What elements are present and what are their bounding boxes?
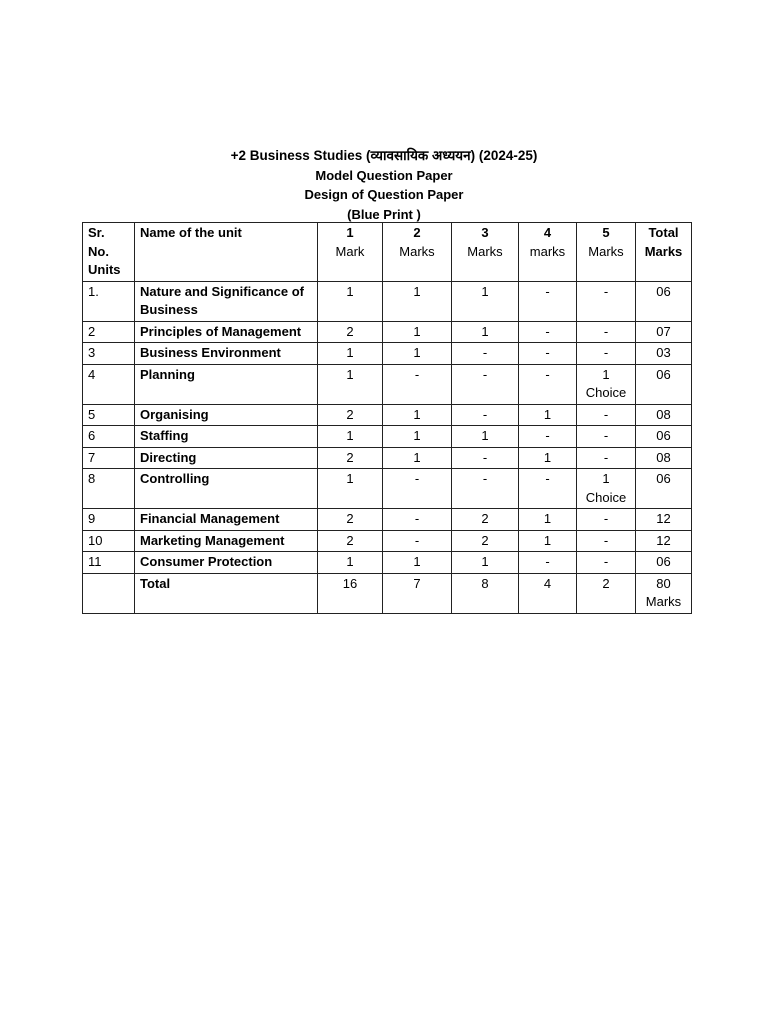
row-5-marks-count: 1 bbox=[602, 471, 610, 486]
row-unit-name: Financial Management bbox=[135, 509, 318, 531]
row-unit-name: Consumer Protection bbox=[135, 552, 318, 574]
column-header-total-top: Total bbox=[648, 225, 679, 240]
row-3-marks-count: 1 bbox=[452, 552, 519, 574]
total-row-sr-no bbox=[83, 573, 135, 613]
row-unit-name: Business Environment bbox=[135, 343, 318, 365]
row-total-marks: 12 bbox=[636, 530, 692, 552]
row-unit-name: Directing bbox=[135, 447, 318, 469]
row-1-mark-count: 1 bbox=[318, 281, 383, 321]
row-total-marks: 08 bbox=[636, 404, 692, 426]
row-sr-no: 11 bbox=[83, 552, 135, 574]
row-2-marks-count: 1 bbox=[383, 343, 452, 365]
column-header-1-mark-number: 1 bbox=[346, 225, 354, 240]
table-row bbox=[83, 364, 692, 404]
column-header-unit-name: Name of the unit bbox=[135, 223, 318, 282]
row-total-marks: 06 bbox=[636, 552, 692, 574]
column-header-4-marks-number: 4 bbox=[543, 225, 552, 240]
row-5-marks-count: - bbox=[577, 343, 636, 365]
row-1-mark-count: 2 bbox=[318, 509, 383, 531]
row-5-marks-cell bbox=[577, 469, 636, 509]
row-total-marks: 08 bbox=[636, 447, 692, 469]
column-header-2-marks bbox=[383, 223, 452, 282]
row-sr-no: 10 bbox=[83, 530, 135, 552]
row-1-mark-count: 1 bbox=[318, 343, 383, 365]
row-4-marks-count: - bbox=[519, 281, 577, 321]
row-sr-no: 7 bbox=[83, 447, 135, 469]
column-header-5-marks-label: Marks bbox=[588, 243, 624, 259]
row-5-marks-choice-note: Choice bbox=[585, 489, 627, 505]
row-1-mark-count: 2 bbox=[318, 404, 383, 426]
row-sr-no: 1. bbox=[83, 281, 135, 321]
row-sr-no: 4 bbox=[83, 364, 135, 404]
total-1-mark-count: 16 bbox=[318, 573, 383, 613]
row-4-marks-count: - bbox=[519, 469, 577, 509]
table-row bbox=[83, 404, 692, 426]
table-row bbox=[83, 281, 692, 321]
row-3-marks-count: 2 bbox=[452, 530, 519, 552]
row-5-marks-count: - bbox=[577, 321, 636, 343]
row-unit-name: Staffing bbox=[135, 426, 318, 448]
row-5-marks-count: - bbox=[577, 530, 636, 552]
row-2-marks-count: 1 bbox=[383, 281, 452, 321]
total-2-marks-count: 7 bbox=[383, 573, 452, 613]
table-row bbox=[83, 469, 692, 509]
row-sr-no: 2 bbox=[83, 321, 135, 343]
row-4-marks-count: - bbox=[519, 426, 577, 448]
column-header-3-marks-number: 3 bbox=[481, 225, 489, 240]
row-unit-name: Controlling bbox=[135, 469, 318, 509]
row-3-marks-count: - bbox=[452, 447, 519, 469]
grand-total-marks: 80 bbox=[656, 575, 671, 591]
row-5-marks-count: - bbox=[577, 426, 636, 448]
table-row bbox=[83, 447, 692, 469]
row-5-marks-count: 1 bbox=[602, 366, 610, 382]
table-header-row bbox=[83, 223, 692, 282]
row-total-marks: 06 bbox=[636, 469, 692, 509]
row-1-mark-count: 2 bbox=[318, 447, 383, 469]
row-3-marks-count: - bbox=[452, 469, 519, 509]
row-5-marks-count: - bbox=[577, 509, 636, 531]
row-4-marks-count: 1 bbox=[519, 404, 577, 426]
table-total-row bbox=[83, 573, 692, 613]
grand-total-suffix: Marks bbox=[645, 594, 682, 609]
document-subtitle-design: Design of Question Paper bbox=[304, 187, 464, 202]
column-header-3-marks bbox=[452, 223, 519, 282]
row-4-marks-count: 1 bbox=[519, 447, 577, 469]
row-sr-no: 9 bbox=[83, 509, 135, 531]
row-1-mark-count: 2 bbox=[318, 530, 383, 552]
row-4-marks-count: - bbox=[519, 364, 577, 404]
table-row bbox=[83, 321, 692, 343]
row-3-marks-count: - bbox=[452, 343, 519, 365]
row-2-marks-count: 1 bbox=[383, 447, 452, 469]
row-2-marks-count: 1 bbox=[383, 552, 452, 574]
row-2-marks-count: 1 bbox=[383, 426, 452, 448]
column-header-total-bottom: Marks bbox=[644, 243, 683, 259]
row-unit-name: Principles of Management bbox=[135, 321, 318, 343]
row-2-marks-count: 1 bbox=[383, 404, 452, 426]
row-5-marks-cell bbox=[577, 364, 636, 404]
table-row bbox=[83, 509, 692, 531]
row-sr-no: 5 bbox=[83, 404, 135, 426]
row-3-marks-count: 1 bbox=[452, 321, 519, 343]
row-4-marks-count: - bbox=[519, 321, 577, 343]
row-4-marks-count: 1 bbox=[519, 530, 577, 552]
column-header-2-marks-number: 2 bbox=[413, 225, 421, 240]
row-sr-no: 6 bbox=[83, 426, 135, 448]
column-header-2-marks-label: Marks bbox=[399, 243, 435, 259]
column-header-4-marks bbox=[519, 223, 577, 282]
row-3-marks-count: 1 bbox=[452, 426, 519, 448]
row-5-marks-count: - bbox=[577, 281, 636, 321]
row-1-mark-count: 2 bbox=[318, 321, 383, 343]
total-row-label: Total bbox=[135, 573, 318, 613]
column-header-4-marks-label: marks bbox=[529, 243, 566, 259]
row-5-marks-count: - bbox=[577, 404, 636, 426]
row-1-mark-count: 1 bbox=[318, 552, 383, 574]
row-1-mark-count: 1 bbox=[318, 469, 383, 509]
column-header-sr-no: Sr. No. Units bbox=[83, 223, 135, 282]
row-total-marks: 06 bbox=[636, 364, 692, 404]
document-header bbox=[0, 146, 768, 224]
table-row bbox=[83, 343, 692, 365]
row-3-marks-count: 1 bbox=[452, 281, 519, 321]
column-header-1-mark-label: Mark bbox=[335, 243, 365, 259]
row-total-marks: 03 bbox=[636, 343, 692, 365]
column-header-3-marks-label: Marks bbox=[467, 243, 503, 259]
column-header-5-marks-number: 5 bbox=[602, 225, 610, 240]
row-2-marks-count: 1 bbox=[383, 321, 452, 343]
row-3-marks-count: - bbox=[452, 404, 519, 426]
total-5-marks-count: 2 bbox=[577, 573, 636, 613]
row-2-marks-count: - bbox=[383, 530, 452, 552]
row-sr-no: 8 bbox=[83, 469, 135, 509]
row-unit-name: Nature and Significance of Business bbox=[135, 281, 318, 321]
row-5-marks-choice-note: Choice bbox=[585, 385, 627, 400]
row-5-marks-count: - bbox=[577, 447, 636, 469]
document-title: +2 Business Studies (व्यावसायिक अध्ययन) (2024-25) bbox=[230, 148, 538, 163]
row-4-marks-count: - bbox=[519, 552, 577, 574]
row-3-marks-count: - bbox=[452, 364, 519, 404]
row-1-mark-count: 1 bbox=[318, 364, 383, 404]
row-5-marks-count: - bbox=[577, 552, 636, 574]
row-total-marks: 06 bbox=[636, 426, 692, 448]
row-unit-name: Planning bbox=[135, 364, 318, 404]
row-total-marks: 06 bbox=[636, 281, 692, 321]
row-unit-name: Marketing Management bbox=[135, 530, 318, 552]
column-header-5-marks bbox=[577, 223, 636, 282]
table-row bbox=[83, 426, 692, 448]
column-header-1-mark bbox=[318, 223, 383, 282]
row-2-marks-count: - bbox=[383, 364, 452, 404]
row-3-marks-count: 2 bbox=[452, 509, 519, 531]
row-2-marks-count: - bbox=[383, 509, 452, 531]
table-row bbox=[83, 530, 692, 552]
table-body bbox=[83, 281, 692, 613]
row-1-mark-count: 1 bbox=[318, 426, 383, 448]
table-row bbox=[83, 552, 692, 574]
blueprint-table bbox=[82, 222, 692, 614]
row-sr-no: 3 bbox=[83, 343, 135, 365]
document-subtitle-model-paper: Model Question Paper bbox=[315, 167, 453, 183]
document-subtitle-blueprint: (Blue Print ) bbox=[347, 206, 421, 222]
column-header-total-marks bbox=[636, 223, 692, 282]
row-unit-name: Organising bbox=[135, 404, 318, 426]
grand-total-cell bbox=[636, 573, 692, 613]
total-3-marks-count: 8 bbox=[452, 573, 519, 613]
total-4-marks-count: 4 bbox=[519, 573, 577, 613]
row-2-marks-count: - bbox=[383, 469, 452, 509]
row-4-marks-count: 1 bbox=[519, 509, 577, 531]
row-total-marks: 07 bbox=[636, 321, 692, 343]
row-total-marks: 12 bbox=[636, 509, 692, 531]
row-4-marks-count: - bbox=[519, 343, 577, 365]
